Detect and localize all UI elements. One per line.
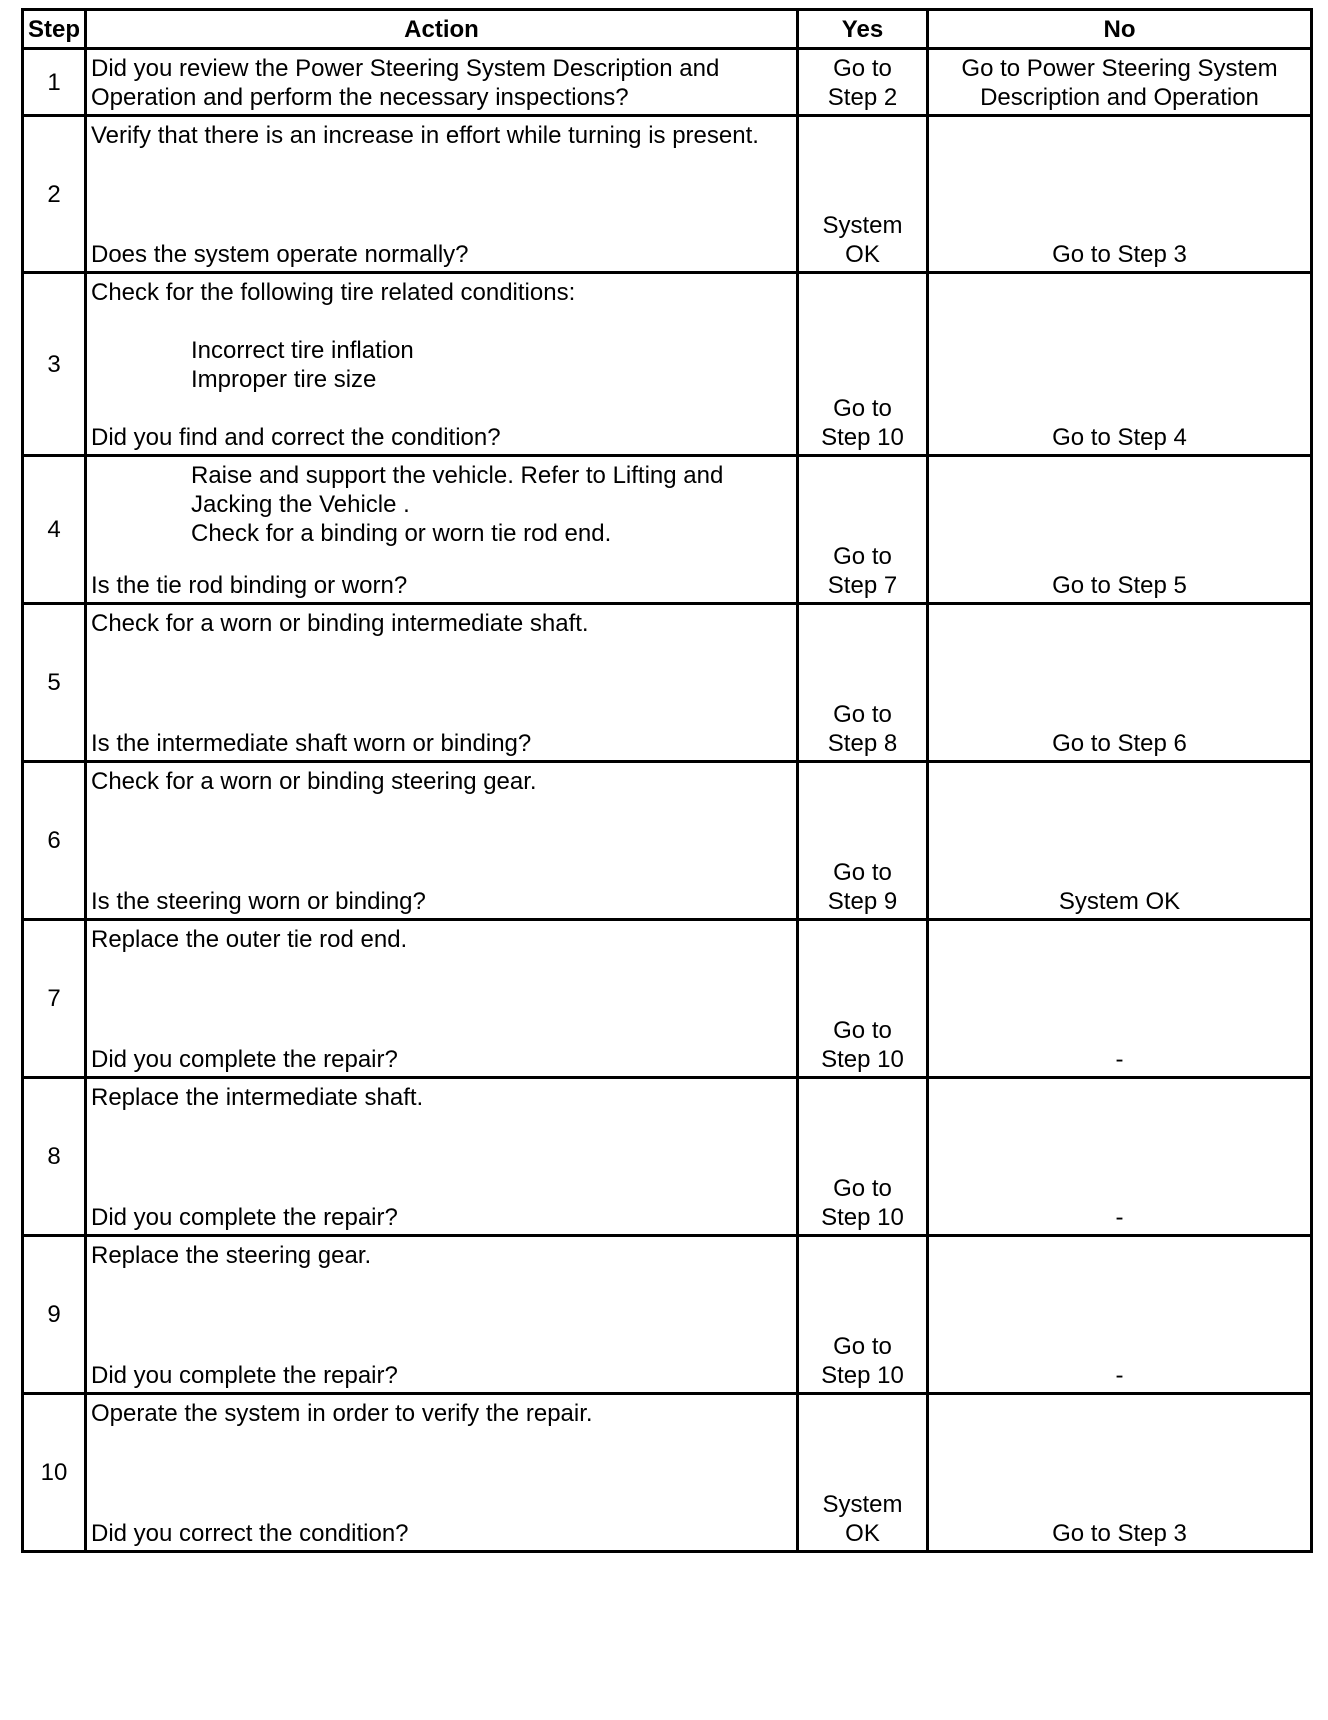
no-cell bbox=[928, 456, 1312, 604]
step-number: 6 bbox=[23, 762, 86, 920]
step-number: 8 bbox=[23, 1078, 86, 1236]
action-cell bbox=[86, 604, 798, 762]
yes-line: Step 10 bbox=[821, 1362, 904, 1389]
action-cell bbox=[86, 456, 798, 604]
action-line: Operation and perform the necessary inspections? bbox=[91, 84, 629, 111]
yes-line: Step 10 bbox=[821, 1204, 904, 1231]
header-step: Step bbox=[23, 10, 86, 49]
yes-line: Step 8 bbox=[827, 730, 898, 757]
no-line: - bbox=[1115, 1046, 1124, 1073]
yes-line: Step 10 bbox=[821, 424, 904, 451]
no-line: Description and Operation bbox=[980, 84, 1259, 111]
no-cell bbox=[928, 920, 1312, 1078]
action-question: Did you complete the repair? bbox=[91, 1046, 398, 1073]
yes-line: Go to bbox=[833, 701, 892, 728]
action-cell bbox=[86, 116, 798, 273]
header-action: Action bbox=[86, 10, 798, 49]
yes-cell bbox=[798, 1078, 928, 1236]
no-line: Go to Power Steering System bbox=[961, 55, 1278, 82]
action-line: Did you review the Power Steering System Description and bbox=[91, 55, 720, 82]
no-cell bbox=[928, 116, 1312, 273]
step-number: 3 bbox=[23, 273, 86, 456]
action-instruction: Operate the system in order to verify the repair. bbox=[91, 1400, 593, 1427]
table-row bbox=[23, 1394, 1312, 1552]
header-yes: Yes bbox=[798, 10, 928, 49]
yes-cell bbox=[798, 604, 928, 762]
yes-line: Step 2 bbox=[827, 84, 898, 111]
yes-line: Step 7 bbox=[827, 572, 898, 599]
yes-cell bbox=[798, 456, 928, 604]
action-cell bbox=[86, 920, 798, 1078]
action-cell bbox=[86, 1236, 798, 1394]
action-question: Is the steering worn or binding? bbox=[91, 888, 426, 915]
no-line: Go to Step 3 bbox=[1052, 1520, 1187, 1547]
action-question: Did you complete the repair? bbox=[91, 1204, 398, 1231]
yes-cell bbox=[798, 762, 928, 920]
action-instruction: Replace the steering gear. bbox=[91, 1242, 372, 1269]
yes-line: Go to bbox=[833, 55, 892, 82]
step-number: 1 bbox=[23, 49, 86, 116]
action-bullet: Incorrect tire inflation bbox=[191, 337, 414, 364]
action-cell bbox=[86, 49, 798, 116]
no-cell bbox=[928, 273, 1312, 456]
table-row bbox=[23, 604, 1312, 762]
action-question: Did you complete the repair? bbox=[91, 1362, 398, 1389]
yes-cell bbox=[798, 273, 928, 456]
step-number: 4 bbox=[23, 456, 86, 604]
header-row bbox=[23, 10, 1312, 49]
action-cell bbox=[86, 762, 798, 920]
action-question: Did you find and correct the condition? bbox=[91, 424, 501, 451]
diagnostic-table bbox=[21, 8, 1313, 1553]
table-row bbox=[23, 273, 1312, 456]
no-line: System OK bbox=[1058, 888, 1181, 915]
yes-cell bbox=[798, 1236, 928, 1394]
action-instruction: Verify that there is an increase in effort while turning is present. bbox=[91, 122, 759, 149]
yes-cell bbox=[798, 49, 928, 116]
no-cell bbox=[928, 49, 1312, 116]
no-cell bbox=[928, 1078, 1312, 1236]
step-number: 10 bbox=[23, 1394, 86, 1552]
yes-line: Go to bbox=[833, 1175, 892, 1202]
yes-line: System bbox=[822, 212, 903, 239]
action-instruction: Check for a worn or binding intermediate shaft. bbox=[91, 610, 589, 637]
yes-cell bbox=[798, 920, 928, 1078]
yes-line: Go to bbox=[833, 395, 892, 422]
no-cell bbox=[928, 1394, 1312, 1552]
table-row bbox=[23, 456, 1312, 604]
action-instruction: Replace the intermediate shaft. bbox=[91, 1084, 424, 1111]
action-question: Does the system operate normally? bbox=[91, 241, 469, 268]
action-bullet: Check for a binding or worn tie rod end. bbox=[191, 520, 612, 547]
action-instruction: Replace the outer tie rod end. bbox=[91, 926, 408, 953]
table-row bbox=[23, 1078, 1312, 1236]
yes-line: OK bbox=[845, 1520, 880, 1547]
step-number: 2 bbox=[23, 116, 86, 273]
yes-line: Go to bbox=[833, 1333, 892, 1360]
no-line: Go to Step 3 bbox=[1052, 241, 1187, 268]
yes-cell bbox=[798, 1394, 928, 1552]
table-row bbox=[23, 49, 1312, 116]
step-number: 7 bbox=[23, 920, 86, 1078]
action-question: Is the intermediate shaft worn or binding? bbox=[91, 730, 532, 757]
no-line: Go to Step 4 bbox=[1052, 424, 1187, 451]
yes-line: System bbox=[822, 1491, 903, 1518]
no-cell bbox=[928, 762, 1312, 920]
no-line: Go to Step 5 bbox=[1052, 572, 1187, 599]
action-question: Is the tie rod binding or worn? bbox=[91, 572, 408, 599]
yes-cell bbox=[798, 116, 928, 273]
no-cell bbox=[928, 1236, 1312, 1394]
step-number: 5 bbox=[23, 604, 86, 762]
header-no: No bbox=[928, 10, 1312, 49]
action-bullet: Raise and support the vehicle. Refer to Lifting and bbox=[191, 462, 724, 489]
action-instruction: Check for a worn or binding steering gear. bbox=[91, 768, 537, 795]
action-cell bbox=[86, 1394, 798, 1552]
yes-line: Go to bbox=[833, 1017, 892, 1044]
table-row bbox=[23, 920, 1312, 1078]
table-row bbox=[23, 116, 1312, 273]
yes-line: Go to bbox=[833, 543, 892, 570]
yes-line: Go to bbox=[833, 859, 892, 886]
step-number: 9 bbox=[23, 1236, 86, 1394]
yes-line: Step 9 bbox=[827, 888, 898, 915]
action-bullet: Improper tire size bbox=[191, 366, 377, 393]
table-row bbox=[23, 762, 1312, 920]
yes-line: Step 10 bbox=[821, 1046, 904, 1073]
action-question: Did you correct the condition? bbox=[91, 1520, 409, 1547]
no-cell bbox=[928, 604, 1312, 762]
action-cell bbox=[86, 273, 798, 456]
action-instruction: Check for the following tire related conditions: bbox=[91, 279, 576, 306]
no-line: - bbox=[1115, 1204, 1124, 1231]
action-bullet: Jacking the Vehicle . bbox=[191, 491, 410, 518]
no-line: - bbox=[1115, 1362, 1124, 1389]
yes-line: OK bbox=[845, 241, 880, 268]
action-cell bbox=[86, 1078, 798, 1236]
no-line: Go to Step 6 bbox=[1052, 730, 1187, 757]
table-row bbox=[23, 1236, 1312, 1394]
